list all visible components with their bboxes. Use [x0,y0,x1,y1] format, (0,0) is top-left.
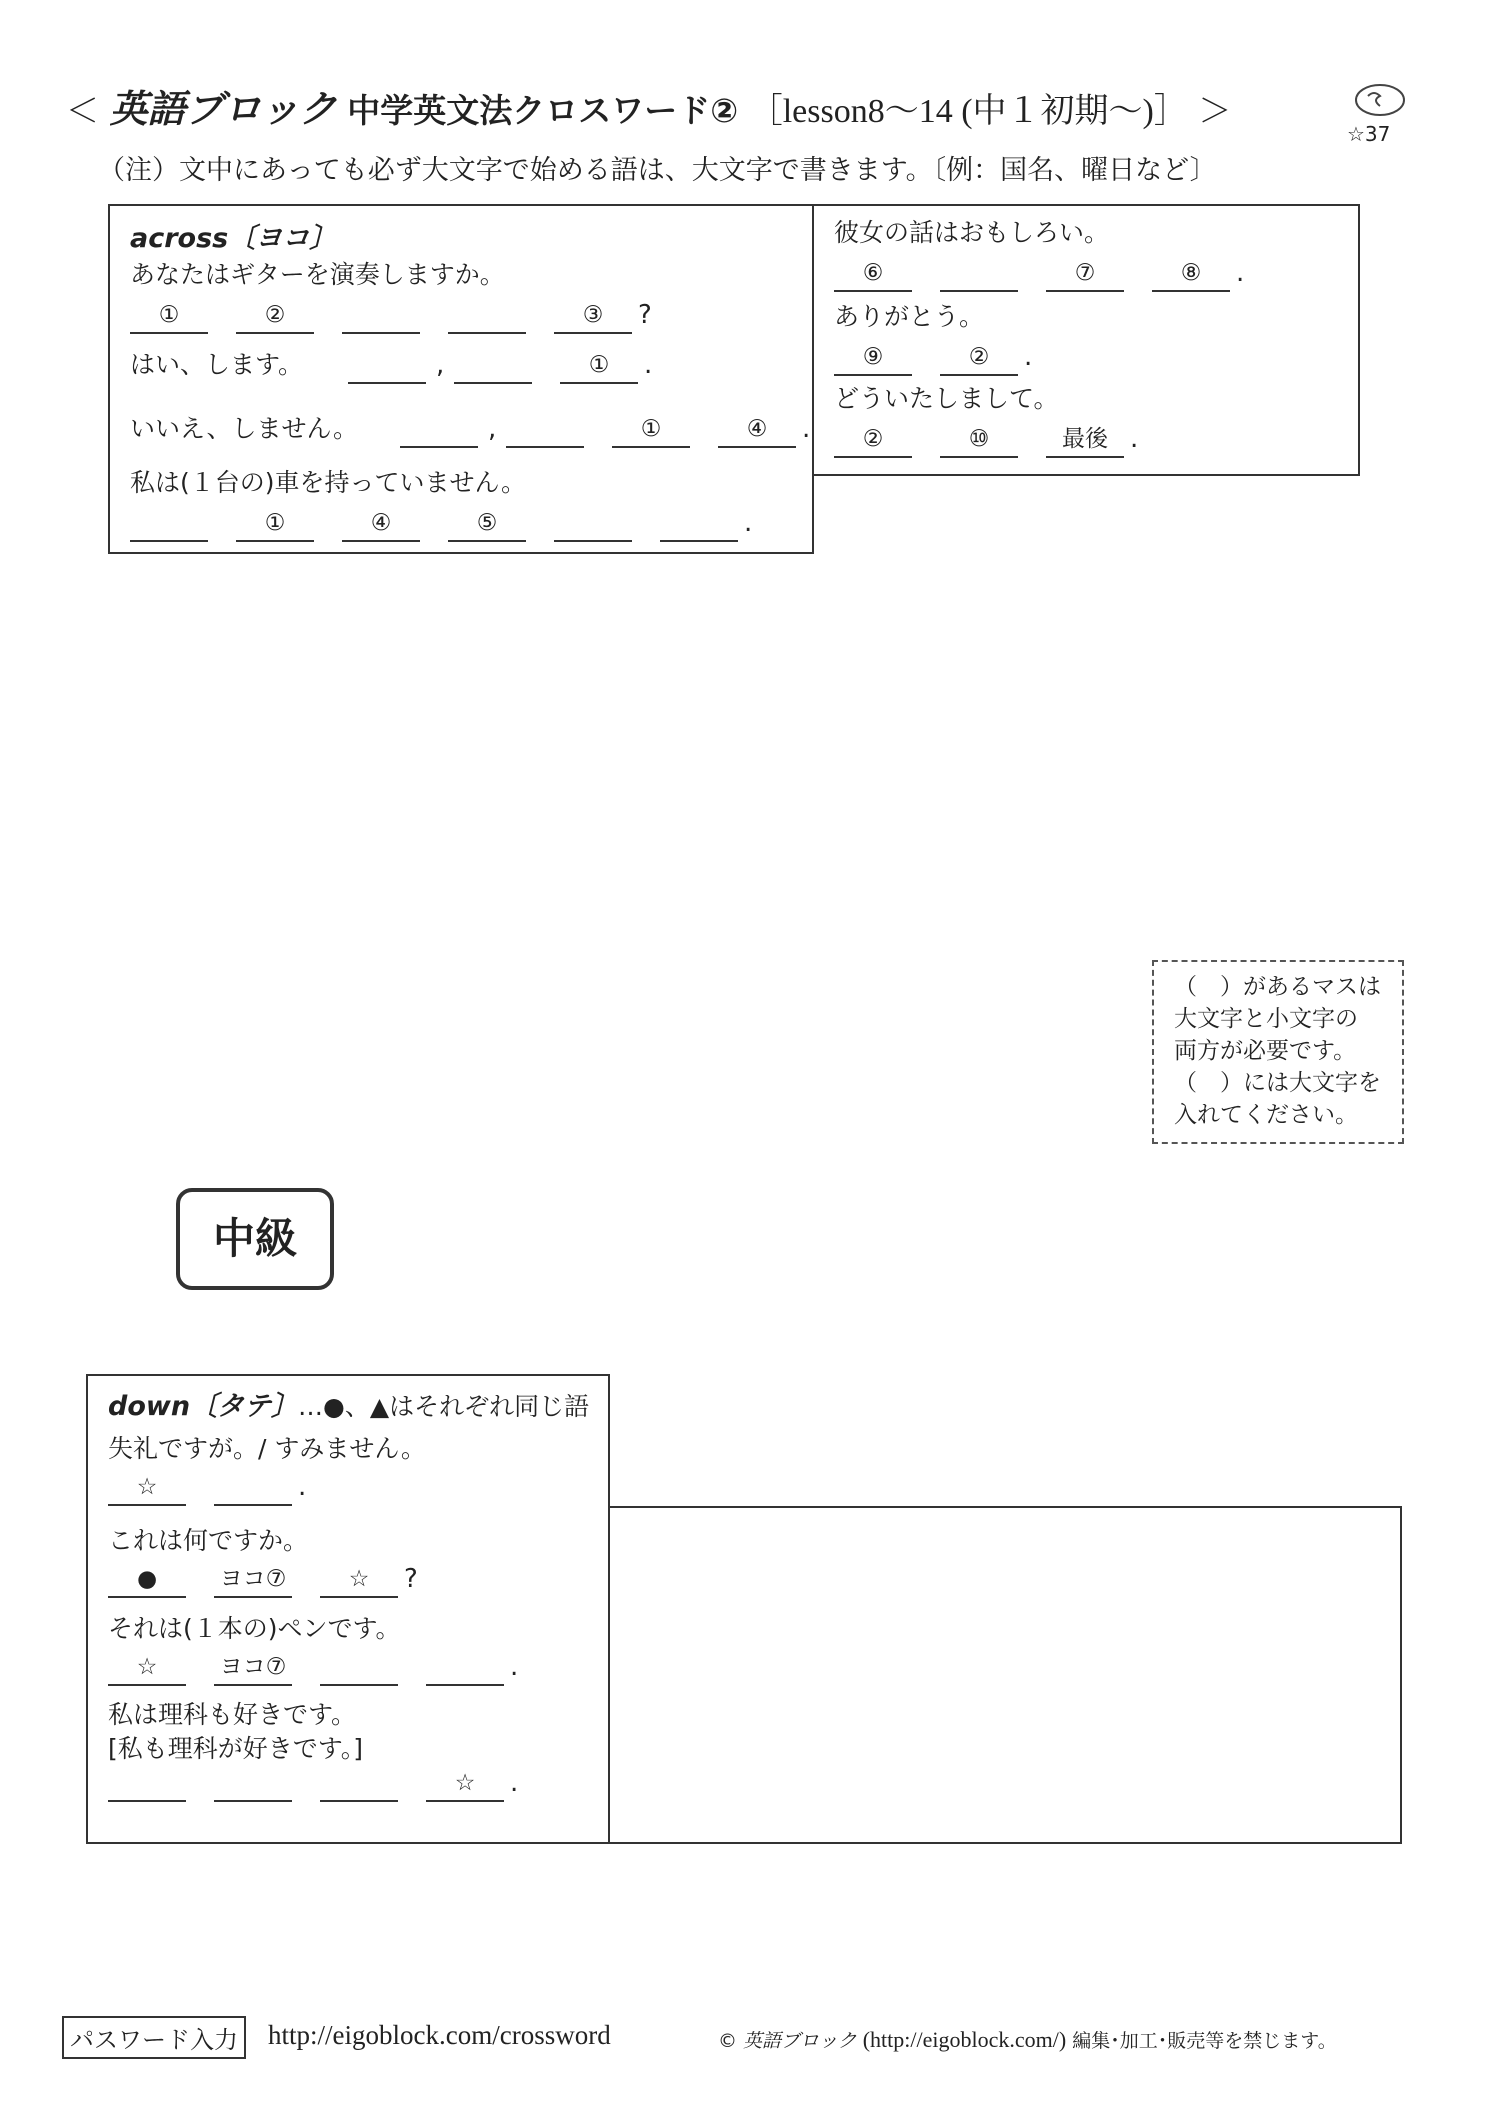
clue-text: 私は(１台の)車を持っていません。 [130,468,527,497]
end-punct: ? [404,1564,418,1594]
answer-blank [320,1766,398,1802]
end-punct: . [802,414,811,444]
answer-blank: ☆ [108,1470,186,1506]
end-punct: ? [638,300,652,330]
end-punct: . [298,1472,307,1502]
answer-blank [342,298,420,334]
footer-brand: 英語ブロック [743,2030,857,2052]
answer-blank: ① [560,348,638,384]
brand-logo: 英語ブロック [109,86,337,131]
end-punct: . [1024,342,1033,372]
clue-text: 彼女の話はおもしろい。 [834,218,1110,247]
answer-blank: ☆ [426,1766,504,1802]
instruction-note: （注）文中にあっても必ず大文字で始める語は、大文字で書きます。〔例：国名、曜日など〕 [98,155,1217,186]
end-punct: . [510,1652,519,1682]
clue-text: あなたはギターを演奏しますか。 [130,260,505,289]
answer-blank: ① [130,298,208,334]
clue-text: はい、します。 [130,350,304,379]
answer-blank: 最後 [1046,422,1124,458]
clue-text: ありがとう。 [834,302,985,331]
answer-blank: ① [612,412,690,448]
answer-blank: ② [236,298,314,334]
answer-blank [320,1650,398,1686]
answer-blank [448,298,526,334]
end-punct: . [1236,258,1245,288]
answer-blank: ☆ [108,1650,186,1686]
clue-text: [私も理科が好きです。] [108,1734,364,1763]
answer-blank: ⑦ [1046,256,1124,292]
clue-text: どういたしまして。 [834,384,1059,413]
answer-blank: ⑤ [448,506,526,542]
answer-row [108,1470,808,1504]
crossword-url-link[interactable]: http://eigoblock.com/crossword [268,2020,611,2050]
clue-text: これは何ですか。 [108,1526,309,1555]
star-count: ☆37 [1347,122,1391,146]
answer-blank: ③ [554,298,632,334]
across-clues-box [108,204,814,554]
answer-row [834,422,1488,456]
page-title: ＜ 英語ブロック 中学英文法クロスワード② ［lesson8～14 (中１初期～)］ ＞ [66,86,1232,131]
answer-blank [214,1766,292,1802]
clue-text: 私は理科も好きです。 [108,1700,357,1729]
answer-blank: ☆ [320,1562,398,1598]
down-clues-box: down〔タテ〕…●、▲はそれぞれ同じ語 失礼ですが。/ すみません。 ☆ . これは何ですか。 ● ヨコ⑦ ☆ ? それは(１本の)ペンです。 ☆ ヨコ⑦ . 私は理科も好きです。 [私も理科が好きです。] ☆ . [86,1374,610,1844]
answer-row [130,298,830,332]
answer-blank: ● [108,1562,186,1598]
answer-blank [506,412,584,448]
clue-text: いいえ、しません。 [130,414,359,443]
answer-blank: ④ [718,412,796,448]
clue-text: それは(１本の)ペンです。 [108,1614,401,1643]
end-punct: . [1130,424,1139,454]
clue-text: 失礼ですが。/ すみません。 [108,1434,426,1463]
answer-blank: ⑨ [834,340,912,376]
footer-brand-url: (http://eigoblock.com/) [862,2027,1067,2052]
end-punct: . [510,1768,519,1798]
answer-blank: ④ [342,506,420,542]
answer-blank [348,348,426,384]
hint-box: （ ）があるマスは 大文字と小文字の 両方が必要です。 （ ）には大文字を 入れてください。 [1152,960,1404,1144]
across-clues-box-right [812,204,1360,476]
end-punct: . [744,508,753,538]
down-heading: down〔タテ〕 [108,1391,299,1422]
password-entry-label: パスワード入力 [62,2016,246,2059]
answer-blank [940,256,1018,292]
answer-row [834,256,1488,290]
answer-blank: ⑩ [940,422,1018,458]
answer-blank: ② [834,422,912,458]
level-badge: 中級 [176,1188,334,1290]
answer-blank [400,412,478,448]
answer-blank: ② [940,340,1018,376]
answer-blank: ヨコ⑦ [214,1562,292,1598]
answer-blank [108,1766,186,1802]
across-heading: across〔ヨコ〕 [130,223,337,254]
mascot-icon [1350,80,1410,120]
end-punct: . [644,350,653,380]
down-clues-box-right [608,1506,1402,1844]
answer-blank: ⑧ [1152,256,1230,292]
answer-blank [426,1650,504,1686]
answer-blank: ① [236,506,314,542]
answer-blank: ヨコ⑦ [214,1650,292,1686]
comma: , [488,414,497,444]
answer-blank: ⑥ [834,256,912,292]
answer-row [834,340,1488,374]
answer-blank [454,348,532,384]
comma: , [436,350,445,380]
answer-blank [214,1470,292,1506]
